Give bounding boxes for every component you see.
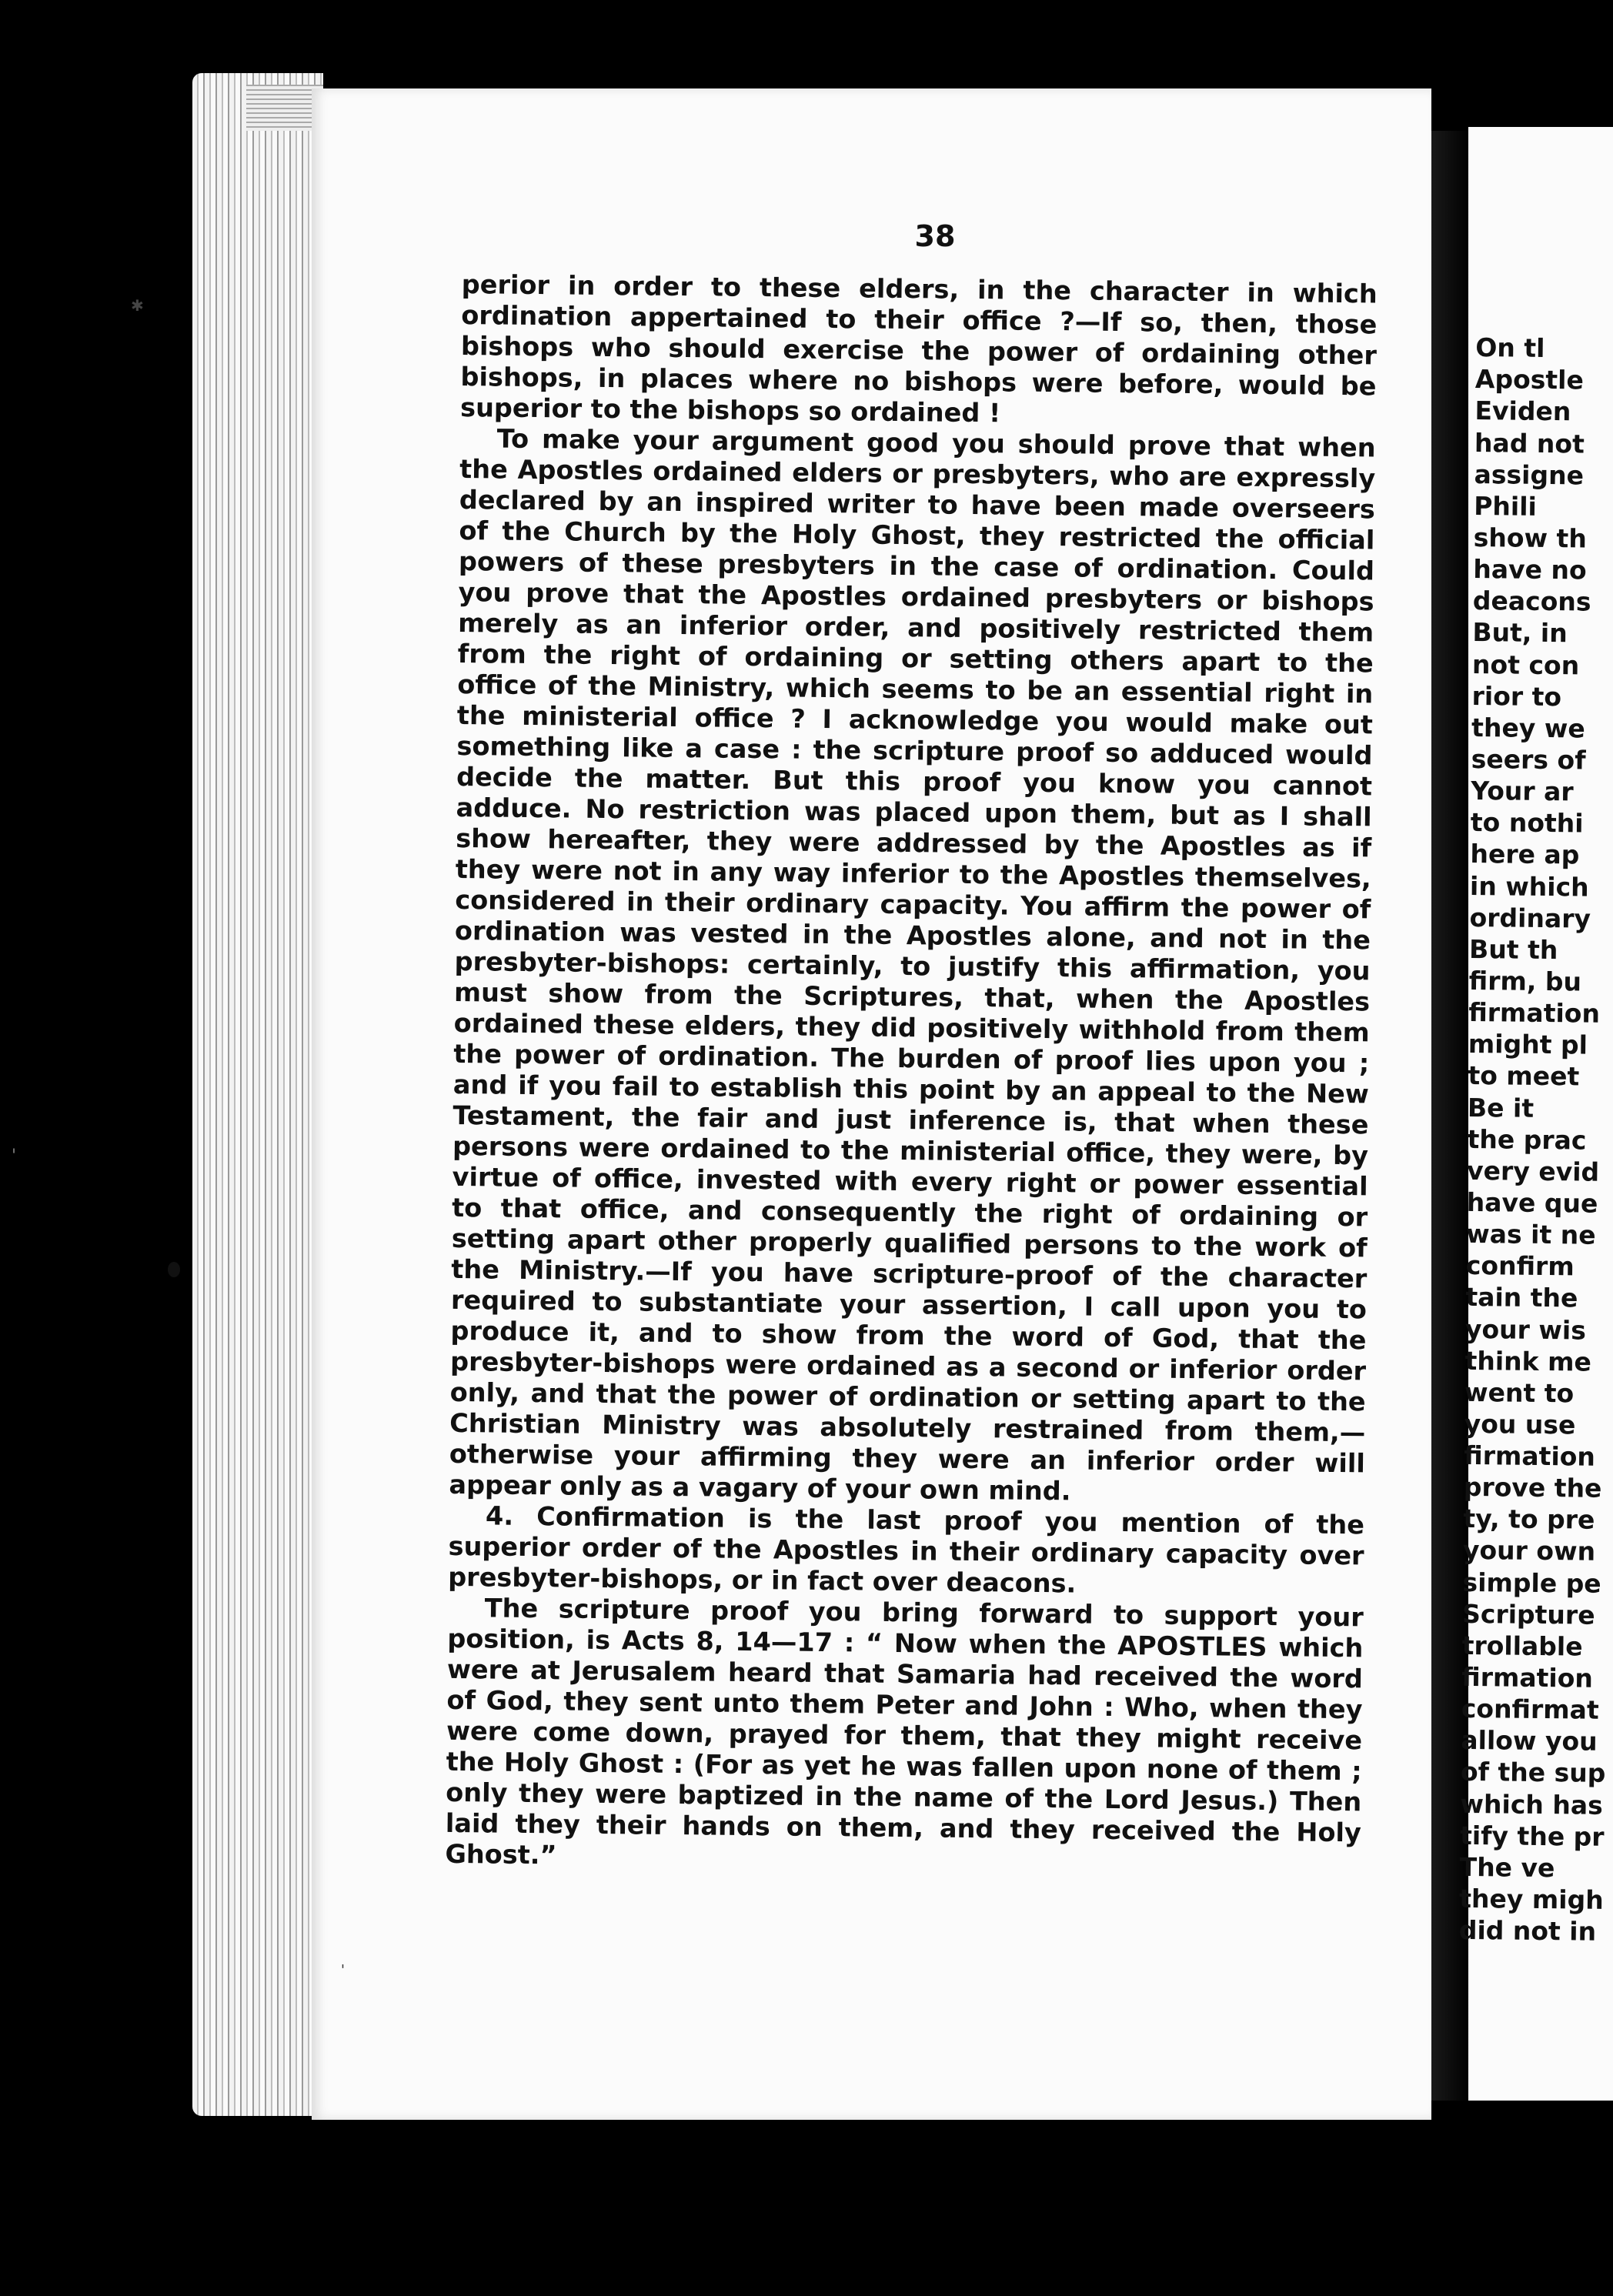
right-page-line: of the sup: [1460, 1757, 1606, 1789]
right-page-line: tify the pr: [1459, 1820, 1605, 1852]
paragraph-1: perior in order to these elders, in the character in which ordination appertained to their office ?—If so, then, those bishops who should exercise the power of ordaining other bishops, in places where no bishops were before, would be superior to the bishops so ordained !: [459, 269, 1378, 429]
right-page-line: rior to: [1471, 680, 1562, 712]
right-page-line: have que: [1466, 1186, 1598, 1219]
right-page-line: prove the: [1463, 1472, 1602, 1503]
right-page-line: assigne: [1474, 459, 1585, 491]
right-page-line: Phili: [1473, 490, 1538, 522]
right-page-line: Your ar: [1471, 776, 1574, 807]
right-page-line: firmation: [1461, 1661, 1594, 1694]
paragraph-4: The scripture proof you bring forward to support your position, is Acts 8, 14—17 : “ Now when the APOSTLES which were at Jerusalem heard that Samaria had received the word of God, they sent unto them Peter and John : Who, when they were come down, prayed for them, that they might receive the Holy Ghost : (For as yet he was fallen upon none of them ; only they were baptized in the name of the Lord Jesus.) Then laid they their hands on them, and they received the Holy Ghost.”: [445, 1593, 1364, 1871]
right-page-line: show th: [1473, 522, 1588, 554]
right-page-line: Be it: [1467, 1092, 1535, 1123]
right-page-line: firm, bu: [1468, 965, 1582, 997]
right-page-line: deacons: [1472, 586, 1591, 617]
right-page-text: [1459, 300, 1613, 1947]
right-page-line: think me: [1464, 1345, 1592, 1377]
right-page-line: your wis: [1464, 1313, 1587, 1346]
right-page-line: had not: [1474, 427, 1585, 459]
margin-mark: ✱: [131, 296, 144, 315]
right-page-line: confirmat: [1461, 1694, 1599, 1725]
right-page-line: might pl: [1468, 1029, 1588, 1060]
right-page-line: in which: [1469, 870, 1589, 903]
ink-blot: [168, 1262, 180, 1277]
right-page-line: did not in: [1458, 1915, 1597, 1947]
right-page-line: allow you: [1461, 1725, 1598, 1757]
right-page-line: not con: [1471, 649, 1580, 680]
right-page-line: the prac: [1467, 1123, 1587, 1156]
right-page-line: was it ne: [1466, 1219, 1596, 1250]
right-page-line: trollable: [1461, 1630, 1583, 1662]
right-page-line: firmation: [1464, 1440, 1596, 1472]
right-page-line: tain the: [1465, 1282, 1578, 1313]
right-page-line: firmation: [1468, 997, 1601, 1029]
right-page-line: they migh: [1459, 1883, 1604, 1915]
right-page-line: very evid: [1466, 1155, 1600, 1187]
right-page-line: you use: [1464, 1408, 1576, 1440]
right-page-line: But th: [1468, 933, 1558, 965]
right-page-line: seers of: [1471, 743, 1586, 776]
right-page-line: ty, to pre: [1463, 1503, 1595, 1536]
right-page-line: On tl: [1475, 332, 1545, 364]
right-page-line: confirm: [1465, 1250, 1575, 1282]
right-page-line: But, in: [1472, 617, 1568, 649]
right-page-line: which has: [1460, 1788, 1603, 1820]
main-text-column: [445, 269, 1378, 1879]
right-page-line: The ve: [1459, 1851, 1555, 1884]
right-page-line: to meet: [1468, 1060, 1580, 1092]
page-number: 38: [914, 219, 956, 253]
right-page-line: to nothi: [1470, 807, 1584, 839]
paragraph-3: 4. Confirmation is the last proof you mention of the superior order of the Apostles in their ordinary capacity over presbyter-bishops, or in fact over deacons.: [447, 1500, 1365, 1599]
right-page-line: they we: [1471, 712, 1585, 744]
paragraph-2: To make your argument good you should prove that when the Apostles ordained elders or presbyters, who are expressly declared by an inspired writer to have been made overseers of the Church by the Holy Ghost, they restricted the official powers of these presbyters in the case of ordination. Could you prove that the Apostles ordained presbyters or bishops merely as an inferior order, and positively restricted them from the right of ordaining or setting others apart to the office of the Ministry, which seems to be an essential right in the ministerial office ? I acknowledge you would make out something like a case : the scripture proof so adduced would decide the matter. But this proof you know you cannot adduce. No restriction was placed upon them, but as I shall show hereafter, they were addressed by the Apostles as if they were not in any way inferior to the Apostles themselves, considered in their ordinary capacity. You affirm the power of ordination was vested in the Apostles alone, and not in the presbyter-bishops: certainly, to justify this affirmation, you must show from the Scriptures, that, when the Apostles ordained these elders, they did positively withhold from them the power of ordination. The burden of proof lies upon you ; and if you fail to establish this point by an appeal to the New Testament, the fair and just inference is, that when these persons were ordained to the ministerial office, they were, by virtue of office, invested with every right or power essential to that office, and consequently the right of ordaining or setting apart other properly qualified persons to the work of the Ministry.—If you have scripture-proof of the character required to substantiate your assertion, I call upon you to produce it, and to show from the word of God, that the presbyter-bishops were ordained as a second or inferior order only, and that the power of ordination or setting apart to the Christian Ministry was absolutely restrained from them,—otherwise your affirming they were an inferior order will appear only as a vagary of your own mind.: [449, 423, 1376, 1507]
right-page-line: ordinary: [1469, 902, 1591, 934]
right-page-line: Scripture: [1461, 1598, 1595, 1630]
right-page-line: Apostle: [1474, 364, 1585, 395]
right-page-line: have no: [1473, 554, 1587, 586]
right-page-line: went to: [1464, 1377, 1575, 1409]
right-page-line: [1476, 300, 1613, 333]
right-page-line: Eviden: [1474, 395, 1571, 427]
lower-margin-mark: ': [12, 1146, 17, 1166]
right-page-line: here ap: [1470, 839, 1580, 870]
bottom-mark: ': [341, 1962, 345, 1978]
book-page-edges: [192, 73, 323, 2116]
right-page-line: simple pe: [1462, 1567, 1601, 1599]
right-page-line: your own: [1462, 1535, 1596, 1567]
